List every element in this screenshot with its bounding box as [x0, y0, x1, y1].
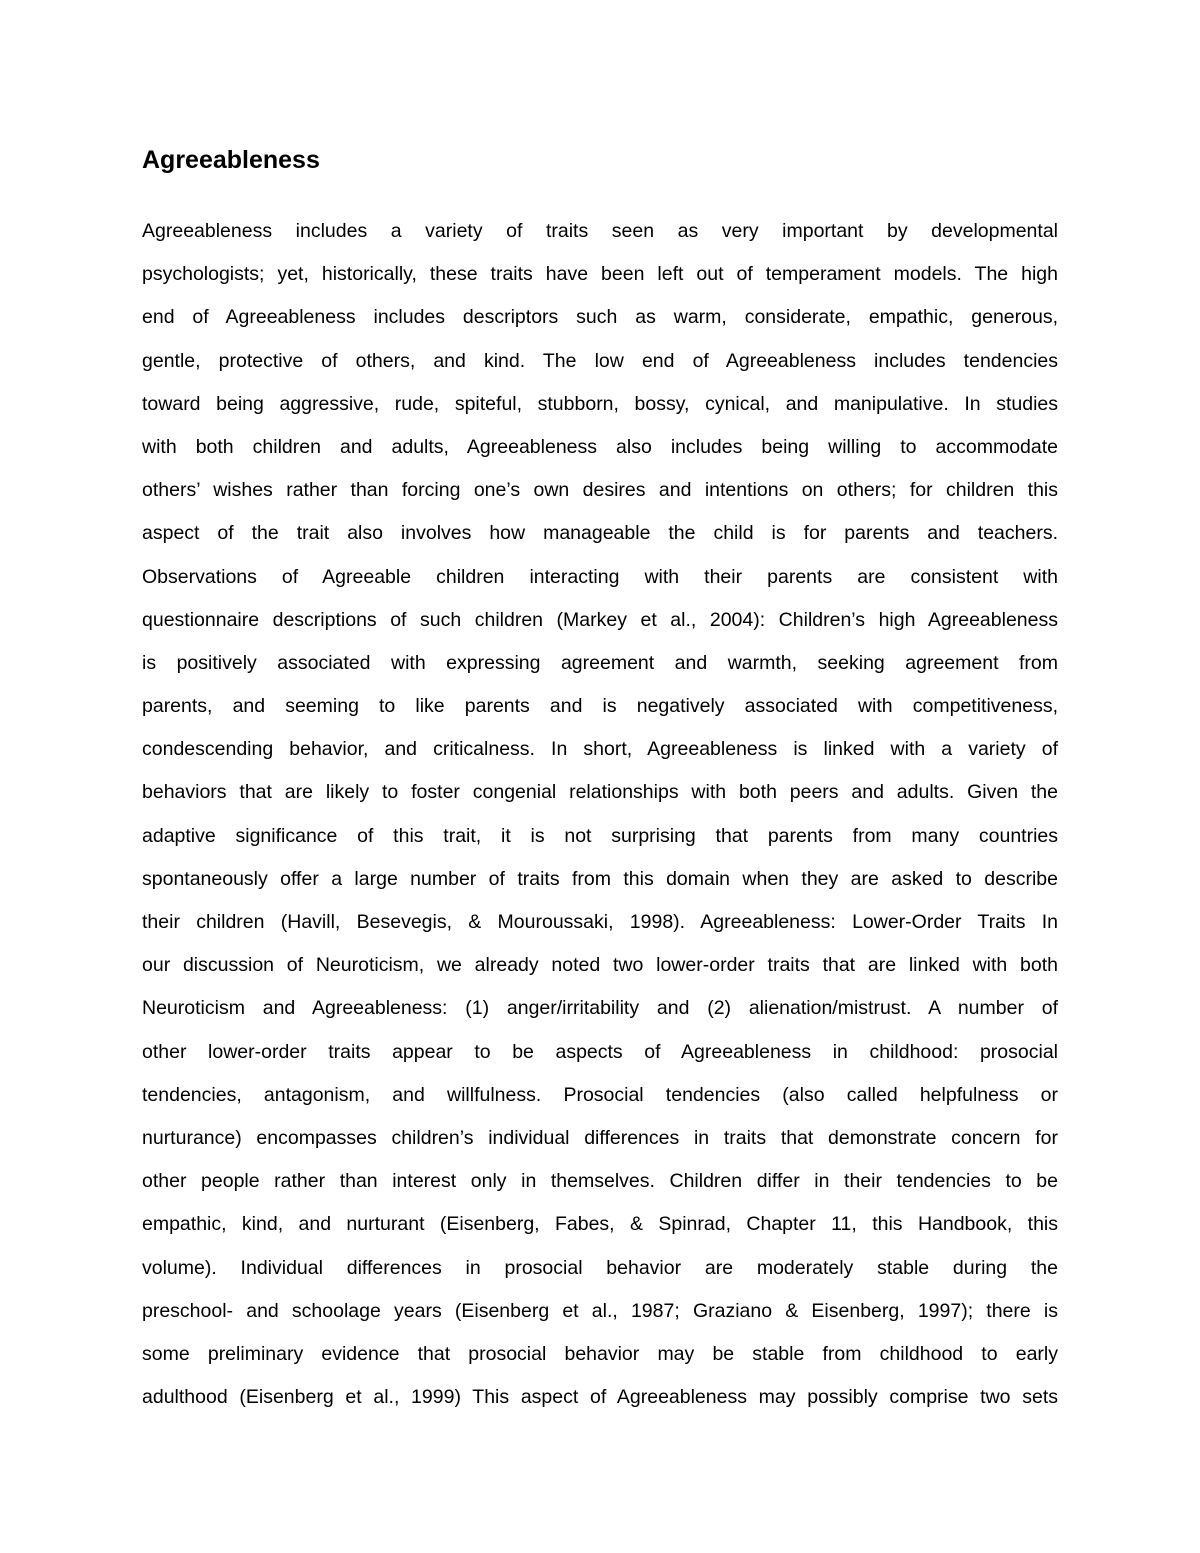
body-line: gentle, protective of others, and kind. The low end of Agreeableness includes tendencies [142, 349, 1058, 372]
body-line: is positively associated with expressing agreement and warmth, seeking agreement from [142, 651, 1058, 674]
document-title: Agreeableness [142, 146, 320, 174]
body-line: empathic, kind, and nurturant (Eisenberg, Fabes, & Spinrad, Chapter 11, this Handbook, this [142, 1213, 1058, 1236]
body-line: Observations of Agreeable children interacting with their parents are consistent with [142, 565, 1058, 588]
body-line: condescending behavior, and criticalness. In short, Agreeableness is linked with a variety of [142, 738, 1058, 761]
body-line: spontaneously offer a large number of traits from this domain when they are asked to describe [142, 867, 1058, 890]
body-line: aspect of the trait also involves how manageable the child is for parents and teachers. [142, 522, 1058, 545]
body-line: some preliminary evidence that prosocial behavior may be stable from childhood to early [142, 1342, 1058, 1365]
body-line: psychologists; yet, historically, these traits have been left out of temperament models. The high [142, 263, 1058, 286]
body-line: toward being aggressive, rude, spiteful, stubborn, bossy, cynical, and manipulative. In studies [142, 392, 1058, 415]
body-line: preschool- and schoolage years (Eisenberg et al., 1987; Graziano & Eisenberg, 1997); there is [142, 1299, 1058, 1322]
body-line: volume). Individual differences in prosocial behavior are moderately stable during the [142, 1256, 1058, 1279]
body-line: questionnaire descriptions of such children (Markey et al., 2004): Children’s high Agreeableness [142, 608, 1058, 631]
body-line: others’ wishes rather than forcing one’s own desires and intentions on others; for children this [142, 479, 1058, 502]
body-line: nurturance) encompasses children’s individual differences in traits that demonstrate concern for [142, 1126, 1058, 1149]
body-line: end of Agreeableness includes descriptors such as warm, considerate, empathic, generous, [142, 306, 1058, 329]
body-line: other people rather than interest only in themselves. Children differ in their tendencies to be [142, 1170, 1058, 1193]
body-line: their children (Havill, Besevegis, & Mouroussaki, 1998). Agreeableness: Lower-Order Traits In [142, 911, 1058, 933]
body-line: parents, and seeming to like parents and is negatively associated with competitiveness, [142, 695, 1058, 718]
body-line: adulthood (Eisenberg et al., 1999) This aspect of Agreeableness may possibly comprise two sets [142, 1386, 1058, 1409]
body-line: Neuroticism and Agreeableness: (1) anger/irritability and (2) alienation/mistrust. A number of [142, 997, 1058, 1020]
body-line: tendencies, antagonism, and willfulness. Prosocial tendencies (also called helpfulness or [142, 1083, 1058, 1106]
body-line: adaptive significance of this trait, it is not surprising that parents from many countries [142, 824, 1058, 847]
body-line: behaviors that are likely to foster congenial relationships with both peers and adults. Given the [142, 781, 1058, 804]
body-line: our discussion of Neuroticism, we already noted two lower-order traits that are linked with both [142, 954, 1058, 977]
body-line: other lower-order traits appear to be aspects of Agreeableness in childhood: prosocial [142, 1040, 1058, 1063]
document-body [142, 210, 1058, 1419]
body-line: with both children and adults, Agreeableness also includes being willing to accommodate [142, 435, 1058, 458]
body-line: Agreeableness includes a variety of traits seen as very important by developmental [142, 220, 1058, 242]
